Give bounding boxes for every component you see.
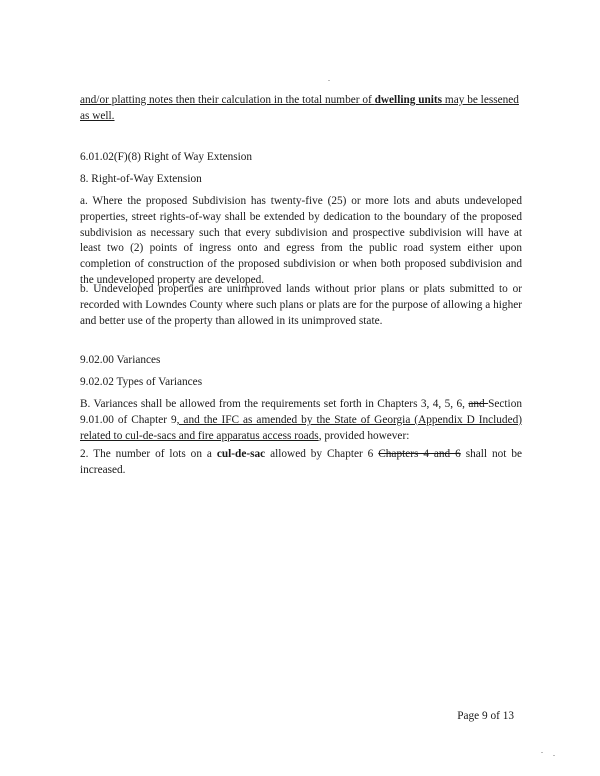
deleted-text: Chapters 4 and 6: [378, 448, 461, 460]
inserted-text: and/or platting notes then their calculation in the total number of: [80, 94, 375, 106]
inserted-text: as well.: [80, 109, 115, 122]
paragraph-B: B. Variances shall be allowed from the requirements set forth in Chapters 3, 4, 5, 6, and Section 9.01.00 of Chapter 9, and the IFC as amended by the State of Georgia (Appendix D Included) related to cul-de-sacs and fire apparatus access roads, provided however:: [80, 398, 523, 442]
scan-speck: [553, 755, 555, 756]
deleted-text: and: [468, 398, 489, 410]
term-cul-de-sac: cul-de-sac: [216, 448, 266, 460]
scan-speck: [328, 80, 330, 81]
subsection-heading: 8. Right-of-Way Extension: [80, 173, 202, 185]
inserted-text: may be lessened: [442, 94, 519, 106]
paragraph-2: 2. The number of lots on a cul-de-sac allowed by Chapter 6 Chapters 4 and 6 shall not be increased.: [80, 448, 522, 476]
inserted-text: , and the IFC as amended by the State of Georgia (Appendix D Included) related to cul-de-sacs and fire apparatus access roads: [80, 413, 523, 442]
section-heading-variances: 9.02.00 Variances: [80, 354, 161, 366]
continued-paragraph: [80, 93, 522, 125]
term-dwelling-units: dwelling units: [374, 94, 443, 106]
paragraph-b: b. Undeveloped properties are unimproved lands without prior plans or plats submitted to or recorded with Lowndes County where such plans or plats are for the purpose of allowing a higher and better use of the property than allowed in its unimproved state.: [80, 283, 522, 327]
scan-speck: [541, 752, 543, 753]
subsection-heading-types: 9.02.02 Types of Variances: [80, 376, 203, 388]
section-heading: 6.01.02(F)(8) Right of Way Extension: [80, 151, 253, 163]
page-number: Page 9 of 13: [457, 710, 514, 722]
paragraph-a: a. Where the proposed Subdivision has twenty-five (25) or more lots and abuts undeveloped properties, street rights-of-way shall be extended by dedication to the boundary of the proposed subdivision as necessary such that every subdivision and prospective subdivision will have at least two (2) points of ingress onto and egress from the public road system either upon completion of construction of the proposed subdivision or when both proposed subdivision and the undeveloped property are developed.: [80, 195, 522, 286]
